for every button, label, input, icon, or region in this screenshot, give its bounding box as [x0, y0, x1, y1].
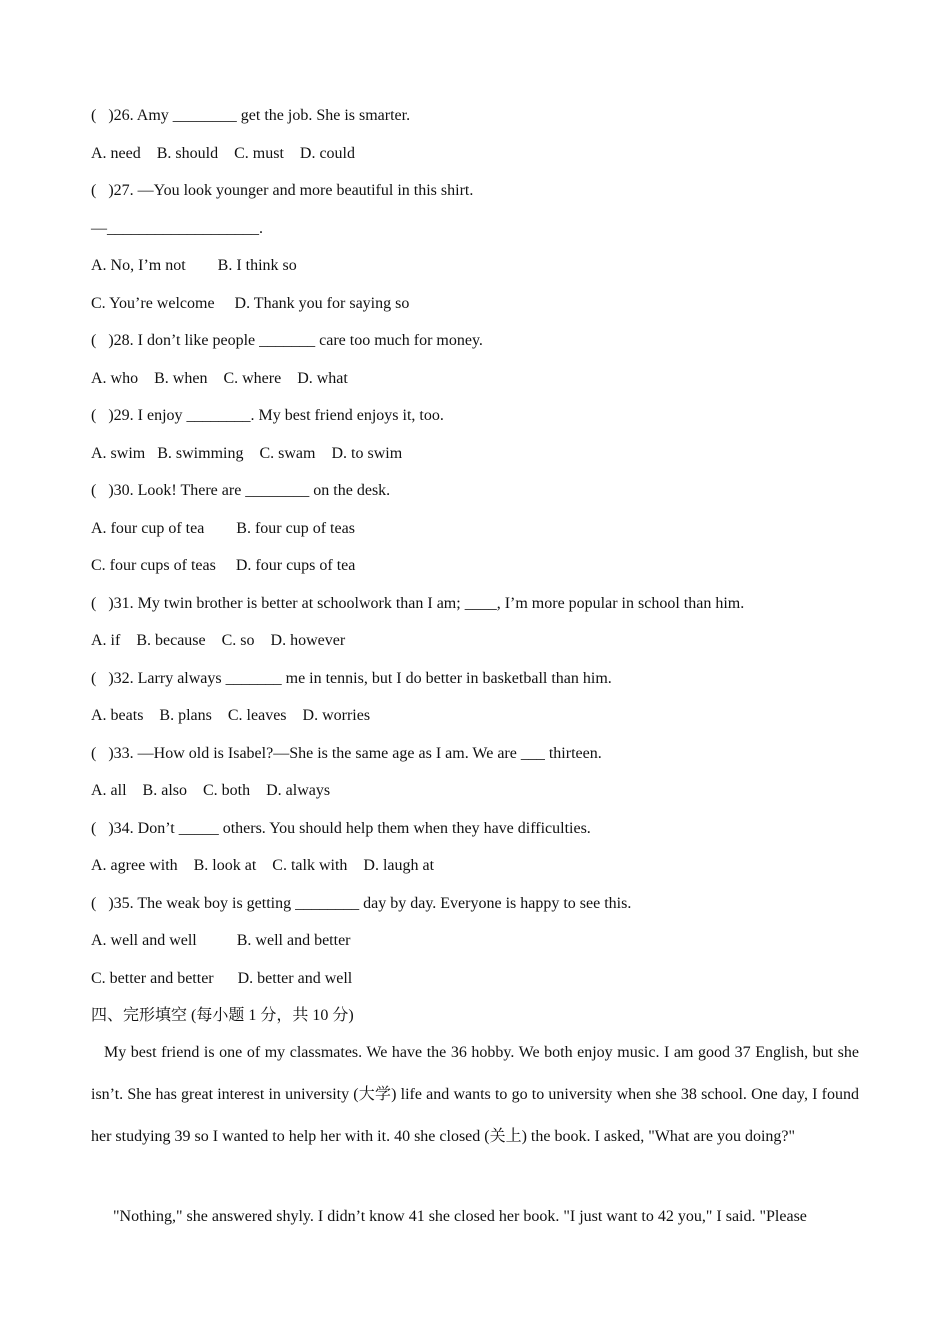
options-26: A. need B. should C. must D. could: [91, 144, 355, 162]
options-35-cd: C. better and better D. better and well: [91, 969, 353, 987]
question-30: ( )30. Look! There are ________ on the desk.: [91, 482, 391, 499]
question-31: ( )31. My twin brother is better at schoolwork than I am; ____, I’m more popular in school than him.: [91, 594, 745, 612]
question-27: ( )27. —You look younger and more beautiful in this shirt.: [91, 182, 474, 199]
question-26: ( )26. Amy ________ get the job. She is smarter.: [91, 107, 411, 124]
question-29: ( )29. I enjoy ________. My best friend enjoys it, too.: [91, 407, 444, 424]
options-28: A. who B. when C. where D. what: [91, 369, 348, 387]
question-28: ( )28. I don’t like people _______ care too much for money.: [91, 332, 483, 349]
options-32: A. beats B. plans C. leaves D. worries: [91, 707, 371, 724]
options-27-ab: A. No, I’m not B. I think so: [91, 257, 297, 274]
answer-blank-27: —___________________.: [91, 219, 263, 237]
section-heading: 四、完形填空 (每小题 1 分，共 10 分): [91, 1007, 354, 1024]
question-35: ( )35. The weak boy is getting ________ day by day. Everyone is happy to see this.: [91, 894, 632, 912]
options-29: A. swim B. swimming C. swam D. to swim: [91, 444, 403, 462]
options-31: A. if B. because C. so D. however: [91, 632, 346, 649]
cloze-paragraph-2: "Nothing," she answered shyly. I didn’t know 41 she closed her book. "I just want to 42 you," I said. "Please: [113, 1208, 807, 1225]
options-35-ab: A. well and well B. well and better: [91, 932, 351, 949]
question-list: [91, 103, 871, 1041]
question-33: ( )33. —How old is Isabel?—She is the same age as I am. We are ___ thirteen.: [91, 744, 602, 762]
options-27-cd: C. You’re welcome D. Thank you for saying so: [91, 294, 410, 312]
options-34: A. agree with B. look at C. talk with D. laugh at: [91, 857, 435, 874]
options-30-ab: A. four cup of tea B. four cup of teas: [91, 519, 355, 537]
question-34: ( )34. Don’t _____ others. You should help them when they have difficulties.: [91, 819, 591, 837]
cloze-paragraph-1: My best friend is one of my classmates. We have the 36 hobby. We both enjoy music. I am good 37 English, but she isn’t. She has great interest in university (大学) life and wants to go to university when she 38 school. One day, I found her studying 39 so I wanted to help her with it. 40 she closed (关上) the book. I asked, "What are you doing?": [91, 1044, 859, 1145]
options-33: A. all B. also C. both D. always: [91, 782, 331, 799]
options-30-cd: C. four cups of teas D. four cups of tea: [91, 557, 356, 574]
question-32: ( )32. Larry always _______ me in tennis, but I do better in basketball than him.: [91, 669, 612, 687]
